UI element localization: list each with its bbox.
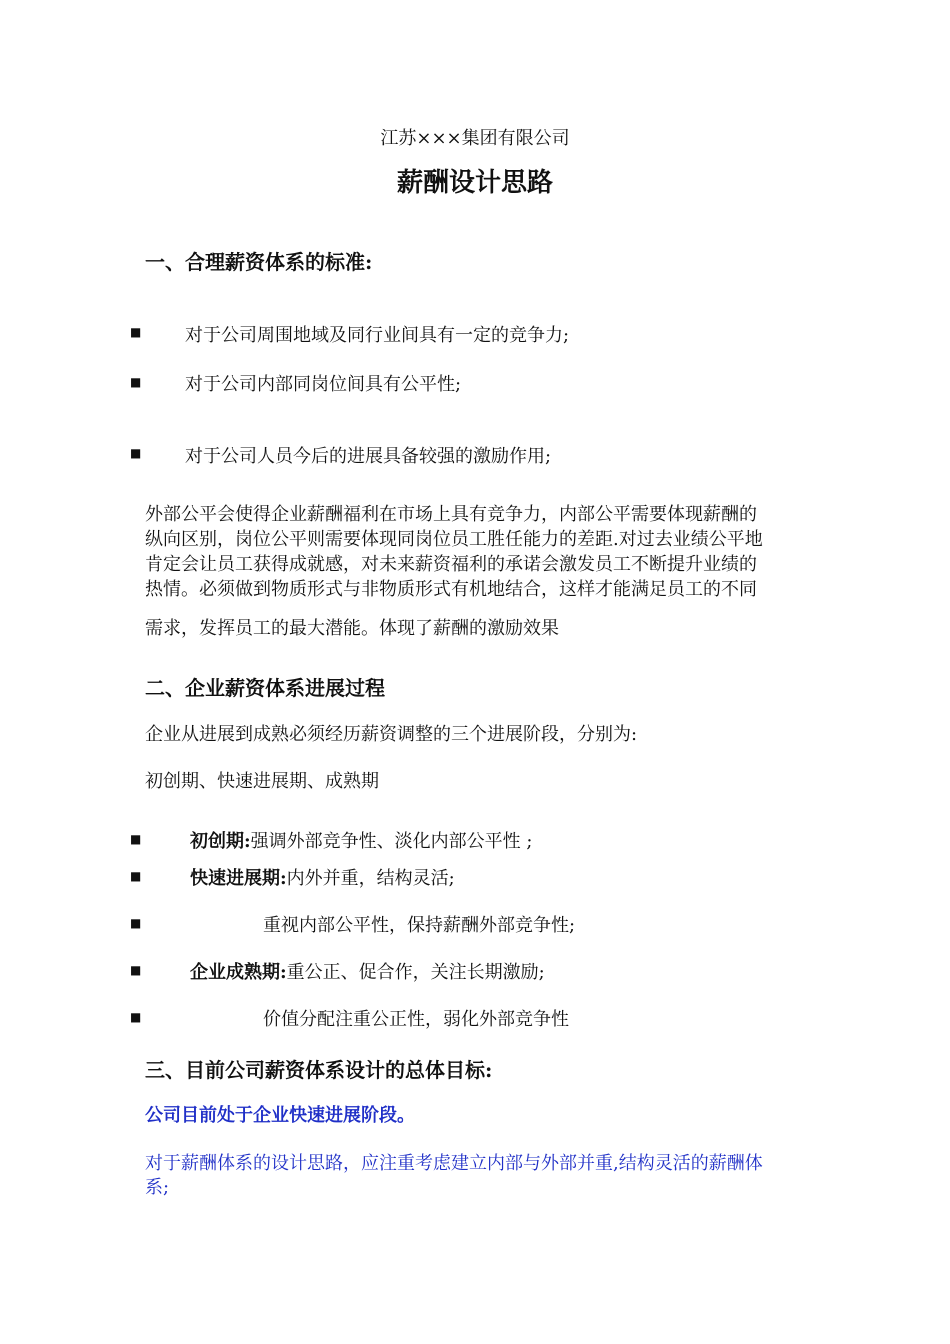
section3-line-1: 公司目前处于企业快速进展阶段。 xyxy=(145,1105,415,1126)
section3-heading: 三、目前公司薪资体系设计的总体目标: xyxy=(145,1058,493,1082)
stage-item-2 xyxy=(190,864,455,890)
section2-heading: 二、企业薪资体系进展过程 xyxy=(145,676,385,700)
stage-item-3: 重视内部公平性，保持薪酬外部竞争性; xyxy=(263,915,576,936)
bullet-icon: ■ xyxy=(130,1010,142,1024)
bullet-icon: ■ xyxy=(130,375,142,389)
section1-paragraph-last-line: 需求，发挥员工的最大潜能。体现了薪酬的激励效果 xyxy=(145,618,559,639)
section1-paragraph-line-2: 纵向区别，岗位公平则需要体现同岗位员工胜任能力的差距.对过去业绩公平地 xyxy=(145,529,763,550)
section1-bullet-1: 对于公司周围地域及同行业间具有一定的竞争力; xyxy=(185,325,570,346)
bullet-icon: ■ xyxy=(130,325,142,339)
bullet-icon: ■ xyxy=(130,869,142,883)
stage-label: 快速进展期: xyxy=(190,868,287,889)
stage-item-5: 价值分配注重公正性，弱化外部竞争性 xyxy=(263,1009,569,1030)
bullet-icon: ■ xyxy=(130,832,142,846)
bullet-icon: ■ xyxy=(130,963,142,977)
section2-intro: 企业从进展到成熟必须经历薪资调整的三个进展阶段，分别为: xyxy=(145,724,638,745)
stage-text: 强调外部竞争性、淡化内部公平性 ; xyxy=(250,831,533,852)
section1-bullet-2: 对于公司内部同岗位间具有公平性; xyxy=(185,374,462,395)
stage-text: 重公正、促合作，关注长期激励; xyxy=(286,962,545,983)
section3-line-2a: 对于薪酬体系的设计思路，应注重考虑建立内部与外部并重,结构灵活的薪酬体 xyxy=(145,1153,763,1174)
section3-line-2b: 系; xyxy=(145,1177,170,1198)
section1-heading: 一、合理薪资体系的标准: xyxy=(145,250,373,274)
company-name: 江苏×××集团有限公司 xyxy=(380,128,570,149)
section1-paragraph-line-3: 肯定会让员工获得成就感，对未来薪资福利的承诺会激发员工不断提升业绩的 xyxy=(145,554,757,575)
section1-paragraph-line-4: 热情。必须做到物质形式与非物质形式有机地结合，这样才能满足员工的不同 xyxy=(145,579,757,600)
bullet-icon: ■ xyxy=(130,446,142,460)
stage-label: 初创期: xyxy=(190,831,251,852)
bullet-icon: ■ xyxy=(130,916,142,930)
stage-item-4 xyxy=(190,958,545,984)
document-title: 薪酬设计思路 xyxy=(396,168,553,198)
section1-bullet-3: 对于公司人员今后的进展具备较强的激励作用; xyxy=(185,446,552,467)
section2-stages-line: 初创期、快速进展期、成熟期 xyxy=(145,771,379,792)
stage-item-1 xyxy=(190,827,532,853)
stage-text: 内外并重，结构灵活; xyxy=(286,868,455,889)
section1-paragraph-line-1: 外部公平会使得企业薪酬福利在市场上具有竞争力，内部公平需要体现薪酬的 xyxy=(145,504,757,525)
stage-label: 企业成熟期: xyxy=(190,962,287,983)
